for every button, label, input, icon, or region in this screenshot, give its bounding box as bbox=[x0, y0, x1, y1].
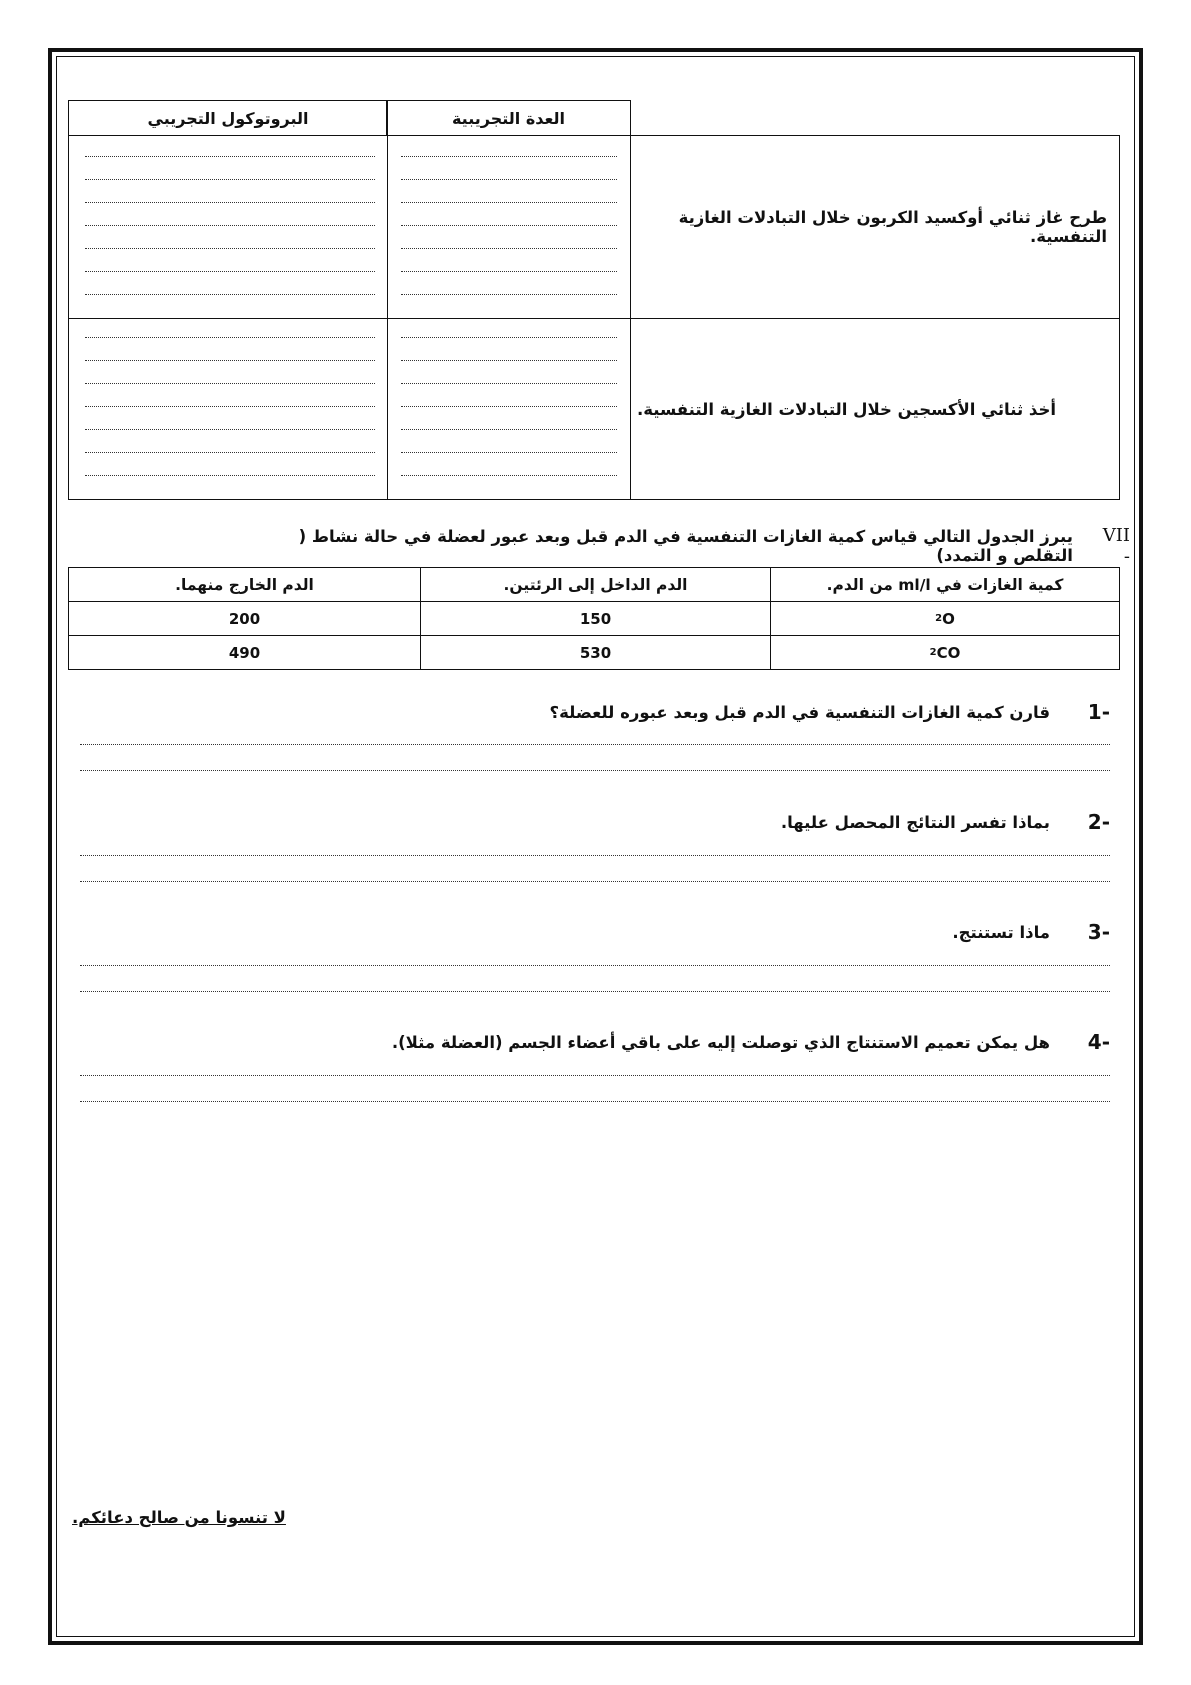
question-text: هل يمكن تعميم الاستنتاج الذي توصلت إليه على باقي أعضاء الجسم (العضلة مثلا). bbox=[391, 1032, 1050, 1052]
question-3 bbox=[80, 917, 1110, 947]
answer-line[interactable] bbox=[80, 1101, 1110, 1102]
section-intro: يبرز الجدول التالي قياس كمية الغازات التنفسية في الدم قبل وبعد عبور لعضلة في حالة نشاط ( التقلص و التمدد) bbox=[298, 527, 1073, 565]
question-number: -2 bbox=[1087, 810, 1110, 834]
gas-name-co2: CO 2 bbox=[929, 643, 961, 662]
footer-note: لا تنسونا من صالح دعائكم. bbox=[72, 1508, 286, 1527]
experiment-table bbox=[68, 135, 1120, 500]
gas-table-header: كمية الغازات في ml/l من الدم. bbox=[826, 575, 1064, 594]
answer-line[interactable] bbox=[80, 744, 1110, 745]
gas-table-header: الدم الداخل إلى الرئتين. bbox=[503, 575, 688, 594]
header-apparatus: العدة التجريبية bbox=[386, 100, 631, 136]
answer-line[interactable] bbox=[80, 881, 1110, 882]
answer-line[interactable] bbox=[80, 991, 1110, 992]
question-number: -4 bbox=[1087, 1030, 1110, 1054]
table-cell-value: 150 bbox=[579, 609, 612, 628]
question-1 bbox=[80, 697, 1110, 727]
answer-line[interactable] bbox=[80, 965, 1110, 966]
apparatus-answer-lines-1[interactable] bbox=[401, 136, 617, 318]
question-number: -3 bbox=[1087, 920, 1110, 944]
question-text: بماذا تفسر النتائج المحصل عليها. bbox=[780, 812, 1050, 832]
question-4 bbox=[80, 1027, 1110, 1057]
answer-line[interactable] bbox=[80, 770, 1110, 771]
answer-line[interactable] bbox=[80, 1075, 1110, 1076]
row-label-o2: أخذ ثنائي الأكسجين خلال التبادلات الغازية التنفسية. bbox=[637, 399, 1057, 419]
question-text: قارن كمية الغازات التنفسية في الدم قبل وبعد عبوره للعضلة؟ bbox=[549, 702, 1050, 722]
answer-line[interactable] bbox=[80, 855, 1110, 856]
section-vii-heading bbox=[250, 525, 1130, 567]
row-label-co2: طرح غاز ثنائي أوكسيد الكربون خلال التبادلات الغازية التنفسية. bbox=[678, 208, 1107, 246]
protocol-answer-lines-1[interactable] bbox=[85, 136, 375, 318]
question-2 bbox=[80, 807, 1110, 837]
section-number: VII - bbox=[1102, 525, 1130, 567]
header-protocol: البروتوكول التجريبي bbox=[68, 100, 388, 136]
question-text: ماذا تستنتج. bbox=[952, 922, 1050, 942]
table-cell-value: 490 bbox=[228, 643, 261, 662]
protocol-answer-lines-2[interactable] bbox=[85, 319, 375, 499]
table-cell-value: 200 bbox=[228, 609, 261, 628]
gas-table bbox=[68, 567, 1120, 670]
apparatus-answer-lines-2[interactable] bbox=[401, 319, 617, 499]
gas-name-o2: O 2 bbox=[935, 609, 955, 628]
table-cell-value: 530 bbox=[579, 643, 612, 662]
gas-table-header: الدم الخارج منهما. bbox=[175, 575, 314, 594]
question-number: -1 bbox=[1087, 700, 1110, 724]
